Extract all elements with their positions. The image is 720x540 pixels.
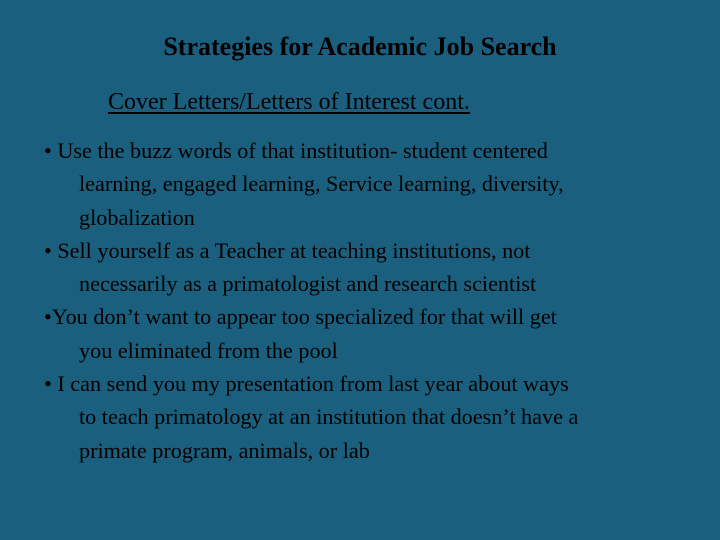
bullet-line: You don’t want to appear too specialized for that will get [51, 304, 557, 330]
bullet-line: I can send you my presentation from last year about ways [57, 371, 569, 397]
bullet-line: you eliminated from the pool [79, 337, 338, 363]
bullet-marker: • [44, 304, 52, 330]
bullet-line: necessarily as a primatologist and research scientist [79, 271, 537, 297]
bullet-line: Use the buzz words of that institution- student centered [57, 138, 548, 163]
bullet-item [44, 300, 716, 367]
slide-title [0, 30, 720, 64]
bullet-line: Sell yourself as a Teacher at teaching institutions, not [57, 237, 531, 263]
slide-subtitle: Cover Letters/Letters of Interest cont. [108, 89, 470, 115]
bullet-item [44, 234, 716, 301]
bullet-item [44, 367, 716, 467]
bullet-line: to teach primatology at an institution that doesn’t have a [79, 404, 579, 430]
bullet-list [44, 134, 716, 467]
bullet-marker: • [44, 138, 52, 163]
slide-title-text: Strategies for Academic Job Search [163, 32, 557, 61]
bullet-line: learning, engaged learning, Service learning, diversity, [79, 171, 564, 197]
bullet-marker: • [44, 371, 52, 397]
bullet-item [44, 134, 716, 234]
bullet-line: globalization [79, 204, 195, 230]
bullet-line: primate program, animals, or lab [79, 437, 370, 463]
bullet-marker: • [44, 237, 52, 263]
